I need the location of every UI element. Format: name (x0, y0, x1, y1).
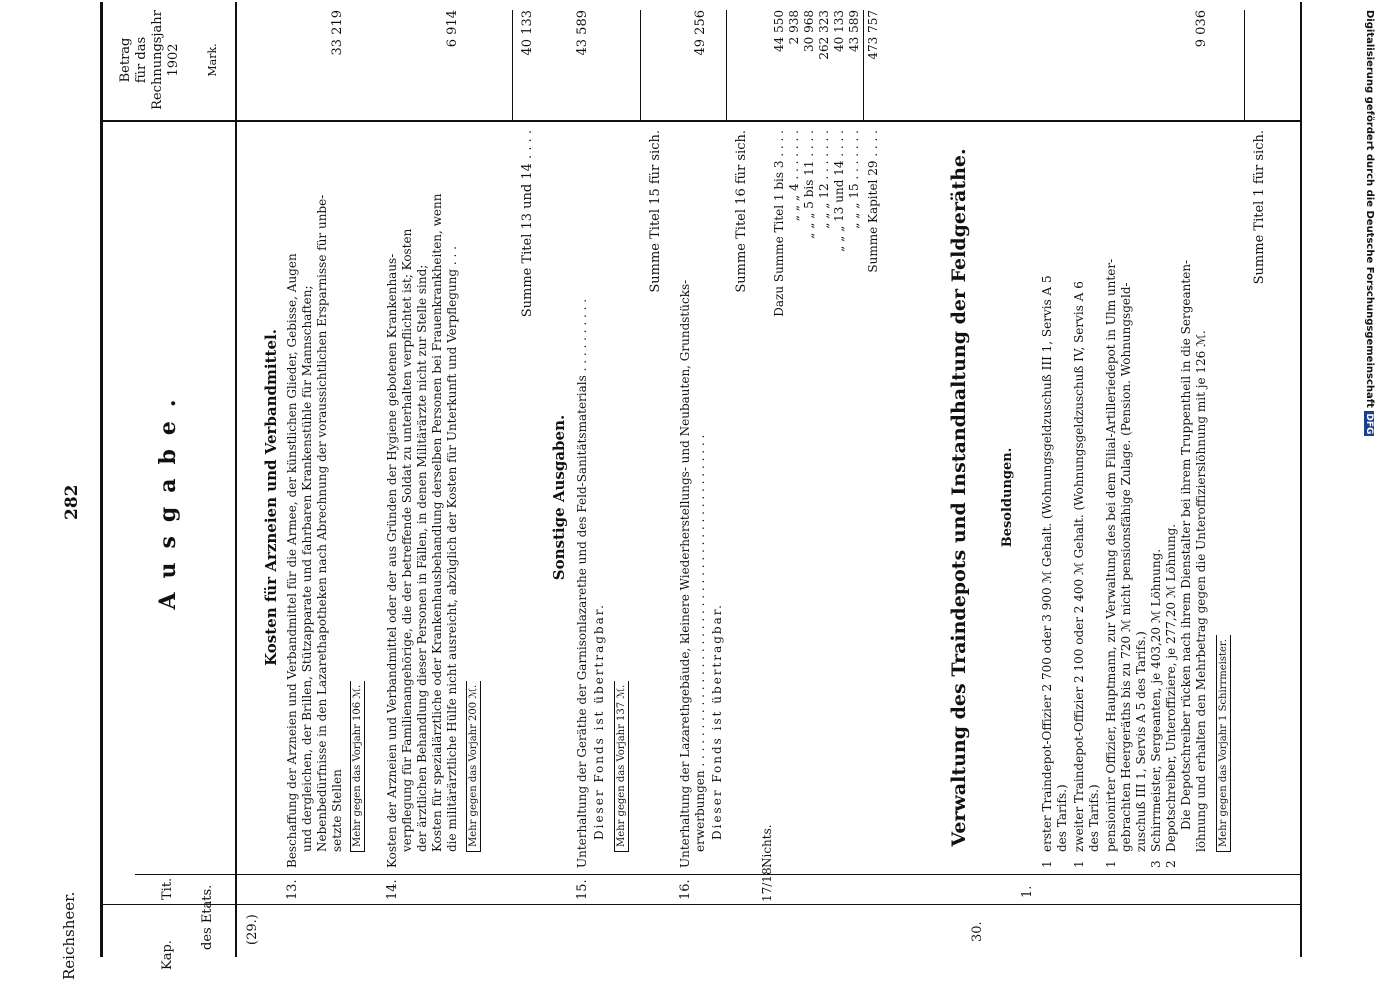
tit-14: 14. (385, 879, 400, 900)
dazu-row-3-amount: 30 968 (802, 10, 816, 52)
page-number: 282 (62, 484, 82, 520)
summe-kapitel-29-amount: 473 757 (866, 10, 880, 60)
s30-line-5-count: 1 (1104, 860, 1118, 868)
s30-line-1-count: 1 (1040, 860, 1054, 868)
dazu-row-5: „ „ „ 13 und 14 . . . . (832, 130, 846, 252)
kapitel-summe-rule (863, 10, 864, 120)
col-betrag-header-4: 1902 (166, 43, 181, 77)
dazu-row-3: „ „ „ 5 bis 11 . . . . (802, 130, 816, 239)
s30-note: Mehr gegen das Vorjahr 1 Schirrmeister. (1216, 635, 1231, 852)
summe-13-14-rule (512, 10, 513, 120)
col-betrag-header-2: für das (134, 36, 149, 84)
dazu-row-2-amount: 2 938 (787, 10, 801, 45)
s30-summe: Summe Titel 1 für sich. (1252, 130, 1267, 285)
tit-13: 13. (285, 879, 300, 900)
t14-text-5: die militärärztliche Hülfe nicht ausreicht, abzüglich der Kosten für Unterkunft und Verpflegung . . . (445, 246, 459, 852)
t14-text-1: Kosten der Arzneien und Verbandmittel oder der aus Gründen der Hygiene gebotenen Krankenhaus- (385, 253, 399, 868)
t13-text-4: setzte Stellen (330, 769, 344, 852)
col-mark-header: Mark. (206, 43, 219, 77)
t13-note: Mehr gegen das Vorjahr 106 ℳ. (350, 681, 365, 852)
t14-note: Mehr gegen das Vorjahr 200 ℳ. (466, 681, 481, 852)
s30-line-10: Die Depotschreiber rücken nach ihrem Dienstalter bei ihrem Truppentheil in die Sergeanten- (1179, 259, 1193, 830)
t14-amount: 6 914 (445, 10, 460, 48)
col-betrag-header-1: Betrag (118, 37, 133, 83)
dfg-logo: DFG (1364, 413, 1374, 435)
col-tit-header: Tit. (160, 877, 175, 900)
s30-summe-rule (1244, 10, 1245, 120)
s30-line-1: erster Traindepot-Offizier 2 700 oder 3 900 ℳ Gehalt. (Wohnungsgeldzuschuß III 1, Servis A 5 (1040, 275, 1054, 852)
t13-text-1: Beschaffung der Arzneien und Verbandmittel für die Armee, der künstlichen Glieder, Gebisse, Augen (285, 253, 299, 868)
col-rule-kap (135, 874, 235, 875)
t15-text-2: Dieser Fonds ist übertragbar. (592, 603, 606, 840)
section-30-heading: Verwaltung des Traindepots und Instandhaltung der Feldgeräthe. (948, 148, 970, 847)
summe-13-14-amount: 40 133 (520, 10, 535, 56)
table-header-rule (235, 2, 237, 957)
tit-1: 1. (1020, 885, 1035, 898)
t16-summe: Summe Titel 16 für sich. (734, 130, 749, 293)
header-left: Reichsheer. (60, 891, 78, 980)
s30-line-5: pensionirter Offizier, Hauptmann, zur Verwaltung des bei dem Filial-Artilleriedepot in Ulm unter- (1104, 258, 1118, 852)
s30-line-3-count: 1 (1072, 860, 1086, 868)
col-betrag-header-3: Rechnungsjahr (150, 10, 165, 110)
tit-15: 15. (575, 879, 590, 900)
dazu-row-6: „ „ „ 15 . . . . . . . (847, 130, 861, 229)
t15-summe-rule (640, 10, 641, 120)
col-rule-amount (103, 120, 1300, 122)
t13-text-2: und dergleichen, der Brillen, Stützapparate und fahrbaren Krankenstühle für Mannschaften; (300, 285, 314, 852)
t14-text-2: verpflegung für Familienangehörige, die der betreffende Soldat zu unterhalten verpflichtet ist; Kosten (400, 228, 414, 852)
s30-line-6: gebrachten Heergeräths bis zu 720 ℳ nicht pensionsfähige Zulage. (Pension. Wohnungsgeld- (1119, 282, 1133, 852)
s30-line-9: Depotschreiber, Unteroffiziere, je 277,20 ℳ Löhnung. (1164, 523, 1178, 852)
s30-line-9-count: 2 (1164, 860, 1178, 868)
table-bottom-rule (1300, 2, 1302, 957)
dazu-row-1-amount: 44 550 (772, 10, 786, 52)
col-rule-tit (103, 904, 1300, 905)
main-title: Ausgabe. (155, 385, 181, 610)
table-top-rule (100, 2, 103, 957)
kap-29: (29.) (245, 914, 260, 945)
s30-line-8: Schirrmeister, Sergeanten, je 403,20 ℳ Löhnung. (1149, 548, 1163, 852)
t16-summe-rule (726, 10, 727, 120)
summe-kapitel-29: Summe Kapitel 29 . . . . (866, 130, 880, 273)
tit-17-18: 17/18. (760, 863, 774, 902)
t15-note: Mehr gegen das Vorjahr 137 ℳ. (614, 681, 629, 852)
summe-13-14: Summe Titel 13 und 14 . . . . (520, 130, 535, 318)
t15-amount: 43 589 (575, 10, 590, 56)
heading-sonstige: Sonstige Ausgaben. (550, 414, 568, 581)
section-30-subheading: Besoldungen. (1000, 447, 1015, 548)
s30-line-11: löhnung und erhalten den Mehrbetrag gegen die Unteroffizierslöhnung mit je 126 ℳ. (1194, 330, 1208, 852)
t14-text-3: der ärztlichen Behandlung dieser Personen in Fällen, in denen Militärärzte nicht zur Stelle sind; (415, 264, 429, 852)
tit-16: 16. (678, 879, 693, 900)
t14-text-4: Kosten für spezialärztliche oder Krankenhausbehandlung derselben Personen bei Frauenkrankheiten, wenn (430, 193, 444, 852)
kap-30: 30. (970, 921, 985, 942)
heading-kosten: Kosten für Arzneien und Verbandmittel. (262, 329, 280, 666)
t16-text-2: erwerbungen . . . . . . . . . . . . . . . . . . . . . . . . . . . . . . . . . . . . . . . . . . . . (693, 434, 707, 852)
t15-text-1: Unterhaltung der Geräthe der Garnisonlazarethe und des Feld-Sanitätsmaterials . . . . . . . . . . (575, 298, 589, 868)
dazu-row-1: Dazu Summe Titel 1 bis 3 . . . . (772, 130, 786, 317)
s30-line-8-count: 3 (1149, 860, 1163, 868)
col-des-etats-header: des Etats. (200, 884, 215, 950)
dazu-row-5-amount: 40 133 (832, 10, 846, 52)
dazu-row-4-amount: 262 323 (817, 10, 831, 60)
dazu-row-4: „ „ „ 12 . . . . . . . (817, 130, 831, 229)
t16-text-1: Unterhaltung der Lazarethgebäude, kleinere Wiederherstellungs- und Neubauten, Grundstücks- (678, 279, 692, 868)
s30-line-7: zuschuß III 1, Servis A 5 des Tarifs.) (1134, 631, 1148, 852)
s30-amount: 9 036 (1194, 10, 1209, 48)
dazu-row-2: „ „ „ 4 . . . . . . . (787, 130, 801, 222)
dfg-note: Digitalisierung gefördert durch die Deutsche Forschungsgemeinschaft (1364, 10, 1375, 408)
t16-amount: 49 256 (693, 10, 708, 56)
s30-line-3: zweiter Traindepot-Offizier 2 100 oder 2 400 ℳ Gehalt. (Wohnungsgeldzuschuß IV, Servis A 6 (1072, 281, 1086, 852)
t15-summe: Summe Titel 15 für sich. (648, 130, 663, 293)
s30-line-2: des Tarifs.) (1055, 784, 1069, 852)
t13-text-3: Nebenbedürfnisse in den Lazarethapotheken nach Abrechnung der voraussichtlichen Ersparnisse für unbe- (315, 194, 329, 852)
t16-text-3: Dieser Fonds ist übertragbar. (710, 603, 724, 840)
col-kap-header: Kap. (160, 940, 175, 970)
s30-line-4: des Tarifs.) (1087, 784, 1101, 852)
t17-text: Nichts. (760, 824, 774, 868)
dazu-row-6-amount: 43 589 (847, 10, 861, 52)
t13-amount: 33 219 (330, 10, 345, 56)
